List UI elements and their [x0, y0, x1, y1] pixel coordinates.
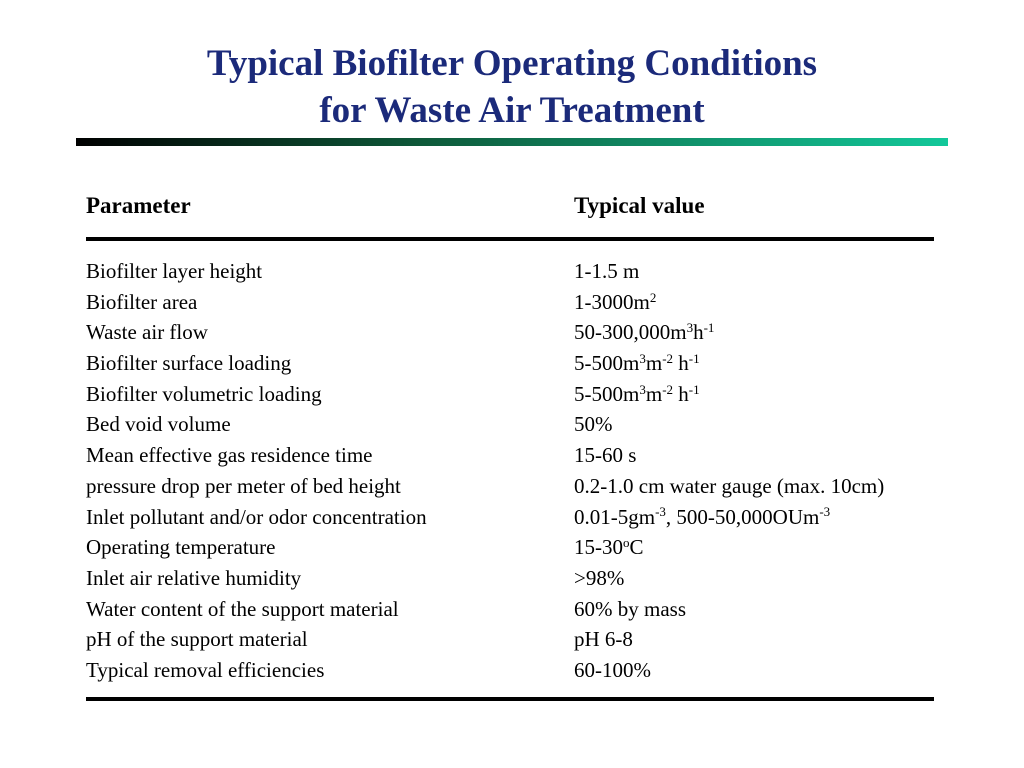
value-superscript: 3	[639, 381, 646, 397]
table-row	[86, 502, 966, 533]
value-text: 1-1.5 m	[574, 259, 640, 283]
value-cell	[574, 348, 700, 379]
value-superscript: -1	[703, 320, 715, 336]
value-text: 0.01-5gm	[574, 504, 656, 529]
title-gradient-rule	[76, 138, 948, 146]
value-text: h	[693, 320, 704, 345]
value-text: 5-500m	[574, 351, 640, 376]
parameter-cell: Operating temperature	[86, 535, 276, 560]
value-cell	[574, 594, 686, 625]
table-row	[86, 563, 966, 594]
parameter-cell: Bed void volume	[86, 412, 231, 437]
value-text: 50%	[574, 412, 613, 437]
value-superscript: -3	[655, 504, 666, 520]
value-cell	[574, 440, 636, 471]
value-superscript: -2	[662, 350, 674, 366]
header-typical-value: Typical value	[574, 193, 705, 218]
table-row	[86, 594, 966, 625]
value-text: 5-500m	[574, 381, 640, 406]
value-cell	[574, 471, 884, 502]
parameter-cell: pH of the support material	[86, 627, 308, 652]
value-cell	[574, 563, 624, 594]
value-cell	[574, 624, 633, 655]
table-header-row	[86, 190, 966, 222]
parameter-cell: pressure drop per meter of bed height	[86, 473, 401, 498]
title-line-2: for Waste Air Treatment	[319, 90, 705, 131]
table-top-rule	[86, 237, 934, 241]
value-text: h	[673, 381, 689, 406]
parameter-cell: Inlet pollutant and/or odor concentration	[86, 504, 427, 529]
value-text: 0.2-1.0 cm water gauge (max. 10cm)	[574, 473, 885, 498]
table-bottom-rule	[86, 697, 934, 701]
value-cell	[574, 256, 639, 287]
value-text: 50-300,000m	[574, 320, 687, 345]
value-text: 60-100%	[574, 657, 651, 682]
parameter-cell: Biofilter layer height	[86, 259, 263, 283]
header-parameter: Parameter	[86, 193, 191, 218]
parameter-cell: Biofilter volumetric loading	[86, 381, 322, 406]
value-text: 15-60 s	[574, 443, 637, 468]
table-row	[86, 655, 966, 686]
parameter-cell: Water content of the support material	[86, 596, 399, 621]
value-cell	[574, 409, 613, 440]
table-row	[86, 287, 966, 318]
parameter-cell: Waste air flow	[86, 320, 208, 345]
title-line-1: Typical Biofilter Operating Conditions	[206, 43, 818, 84]
value-text: 15-30	[574, 535, 623, 560]
value-cell	[574, 655, 651, 686]
table-row	[86, 471, 966, 502]
table-body	[86, 256, 966, 686]
parameter-cell: Mean effective gas residence time	[86, 443, 373, 468]
table-row	[86, 409, 966, 440]
value-text: 60% by mass	[574, 596, 686, 621]
value-superscript: 3	[686, 320, 694, 336]
value-text: m	[645, 351, 663, 376]
value-cell	[574, 379, 700, 410]
parameter-cell: Inlet air relative humidity	[86, 565, 302, 590]
value-text: , 500-50,000OUm	[665, 504, 820, 529]
parameter-cell: Biofilter surface loading	[86, 351, 292, 376]
value-cell	[574, 532, 644, 563]
table-row	[86, 440, 966, 471]
value-text: m	[645, 381, 663, 406]
table-row	[86, 348, 966, 379]
table-row	[86, 256, 966, 287]
value-cell	[574, 287, 656, 318]
value-text: >98%	[574, 565, 625, 590]
table-row	[86, 379, 966, 410]
value-superscript: -2	[662, 381, 674, 397]
value-text: h	[673, 351, 689, 376]
table-row	[86, 317, 966, 348]
value-superscript: -1	[688, 381, 700, 397]
table-row	[86, 624, 966, 655]
value-text: 1-3000m	[574, 289, 650, 314]
value-text: C	[629, 535, 644, 560]
value-cell	[574, 317, 714, 348]
value-superscript: o	[623, 535, 630, 551]
table-row	[86, 532, 966, 563]
value-text: pH 6-8	[574, 627, 633, 652]
value-superscript: 3	[639, 350, 646, 366]
parameter-cell: Biofilter area	[86, 289, 198, 314]
value-cell	[574, 502, 830, 533]
slide-title	[0, 40, 1024, 134]
value-superscript: -3	[819, 504, 831, 520]
value-superscript: -1	[688, 350, 700, 366]
value-superscript: 2	[649, 289, 657, 305]
parameter-cell: Typical removal efficiencies	[86, 657, 325, 682]
